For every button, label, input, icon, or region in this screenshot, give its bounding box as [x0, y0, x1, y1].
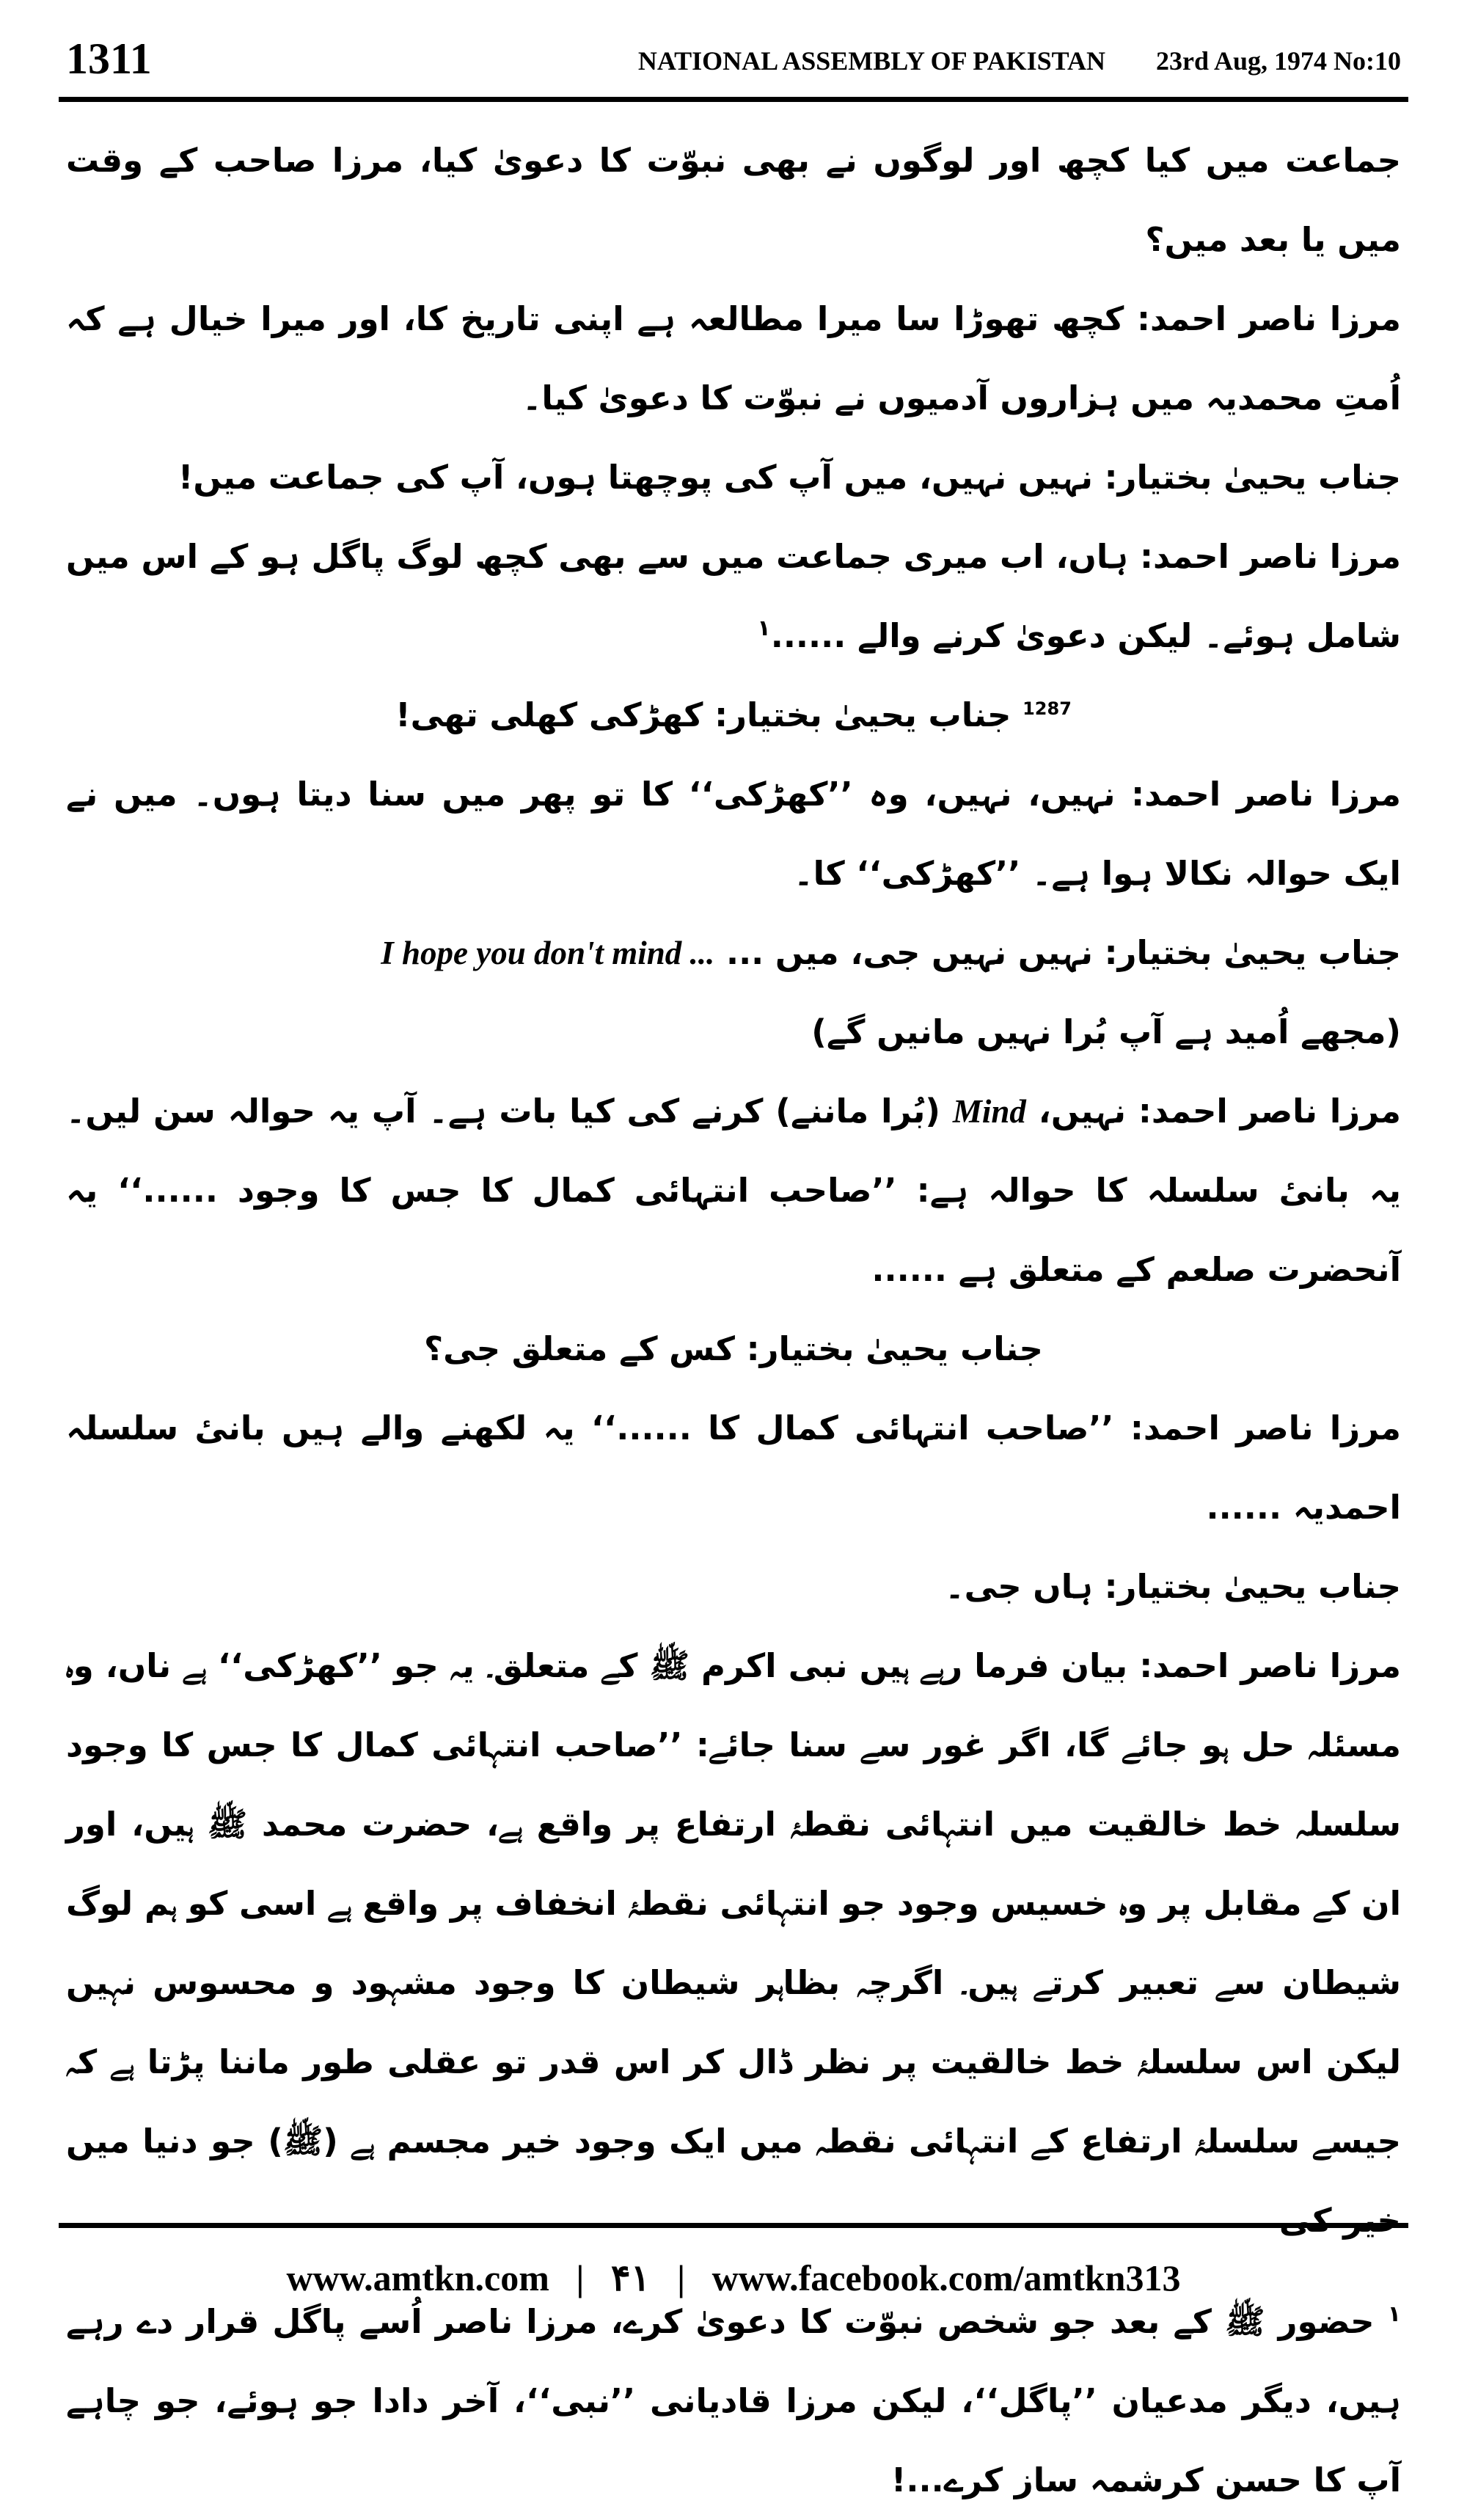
- speaker-name: جناب یحییٰ بختیار:: [714, 695, 1011, 734]
- header-rule: [59, 97, 1408, 102]
- speech-text: نہیں نہیں، میں آپ کی پوچھتا ہوں، آپ کی جماعت میں!: [178, 458, 1093, 497]
- speech-text: ’’صاحب انتہائی کمال کا ......‘‘ یہ لکھنے والے ہیں بانیٔ سلسلہ احمدیہ ......: [66, 1409, 1401, 1527]
- speaker-name: مرزا ناصر احمد:: [1139, 537, 1401, 576]
- speaker-name: مرزا ناصر احمد:: [1137, 299, 1402, 338]
- separator: |: [677, 2257, 686, 2298]
- paragraph: [66, 280, 1401, 438]
- paragraph: [66, 1547, 1401, 1626]
- paragraph: [66, 1072, 1401, 1310]
- paragraph: [66, 676, 1401, 755]
- speech-text: کس کے متعلق جی؟: [424, 1329, 735, 1368]
- speech-text: نہیں،: [1038, 1092, 1126, 1131]
- paragraph: [66, 755, 1401, 913]
- paragraph: [66, 1310, 1401, 1389]
- footer-rule: [59, 2223, 1408, 2228]
- speaker-name: جناب یحییٰ بختیار:: [1104, 1567, 1401, 1606]
- speech-text: کھڑکی کھلی تھی!: [395, 695, 703, 734]
- speaker-name: جناب یحییٰ بختیار:: [1104, 933, 1401, 972]
- facebook-link[interactable]: www.facebook.com/amtkn313: [711, 2257, 1181, 2298]
- paragraph: [66, 1389, 1401, 1547]
- page-header: [59, 29, 1408, 88]
- footnote-reference: ۱: [757, 616, 771, 641]
- speech-text: کچھ تھوڑا سا میرا مطالعہ ہے اپنی تاریخ کا، اور میرا خیال ہے کہ اُمتِ محمدیہ میں ہزاروں آدمیوں نے نبوّت کا دعویٰ کیا۔: [66, 299, 1401, 417]
- speech-text: نہیں، نہیں، وہ ’’کھڑکی‘‘ کا تو پھر میں سنا دیتا ہوں۔ میں نے ایک حوالہ نکالا ہوا ہے۔ ’’کھڑکی‘‘ کا۔: [66, 775, 1401, 893]
- header-info: [594, 35, 1401, 87]
- footnote-text: حضور ﷺ کے بعد جو شخص نبوّت کا دعویٰ کرے، مرزا ناصر اُسے پاگل قرار دے رہے ہیں، دیگر مدعیان ’’پاگل‘‘، لیکن مرزا قادیانی ’’نبی‘‘، آخر دادا جو ہوئے، جو چاہے آپ کا حسن کرشمہ ساز کرے...!: [66, 2302, 1401, 2499]
- paragraph: جماعت میں کیا کچھ اور لوگوں نے بھی نبوّت کا دعویٰ کیا، مرزا صاحب کے وقت میں یا بعد میں؟: [66, 141, 1401, 259]
- separator: |: [576, 2257, 585, 2298]
- speaker-name: جناب یحییٰ بختیار:: [1104, 458, 1401, 497]
- paragraph: [66, 438, 1401, 517]
- english-text: I hope you don't mind ...: [381, 935, 715, 971]
- speech-text: نہیں نہیں جی، میں ...: [725, 933, 1093, 972]
- paragraph: (مجھے اُمید ہے آپ بُرا نہیں مانیں گے): [811, 1012, 1401, 1051]
- header-title: NATIONAL ASSEMBLY OF PAKISTAN: [637, 46, 1105, 76]
- speaker-name: مرزا ناصر احمد:: [1130, 1409, 1401, 1447]
- page-footer: [59, 2245, 1408, 2311]
- speaker-name: مرزا ناصر احمد:: [1138, 1092, 1402, 1131]
- page-number: 1311: [66, 34, 152, 83]
- speech-text: بیان فرما رہے ہیں نبی اکرم ﷺ کے متعلق۔ یہ جو ’’کھڑکی‘‘ ہے ناں، وہ مسئلہ حل ہو جائے گا، اگر غور سے سنا جائے: ’’صاحب انتہائی کمال کا جس کا وجود سلسلہ خط خالقیت میں انتہائی نقطۂ ارتفاع پر واقع ہے، حضرت محمد ﷺ ہیں، اور ان کے مقابل پر وہ خسیس وجود جو انتہائی نقطۂ انخفاف پر واقع ہے اسی کو ہم لوگ شیطان سے تعبیر کرتے ہیں۔ اگرچہ بظاہر شیطان کا وجود مشہود و محسوس نہیں لیکن اس سلسلۂ خط خالقیت پر نظر ڈال کر اس قدر تو عقلی طور ماننا پڑتا ہے کہ جیسے سلسلۂ ارتفاع کے انتہائی نقطہ میں ایک وجود خیر مجسم ہے (ﷺ) جو دنیا میں خیر کی: [66, 1646, 1401, 2240]
- speech-text: (بُرا ماننے) کرنے کی کیا بات ہے۔ آپ یہ حوالہ سن لیں۔ یہ بانیٔ سلسلہ کا حوالہ ہے: ’’صاحب انتہائی کمال کا جس کا وجود ......‘‘ یہ آنحضرت صلعم کے متعلق ہے ......: [66, 1092, 1401, 1289]
- footer-page-number: ۴۱: [610, 2257, 651, 2298]
- paragraph: [66, 913, 1401, 993]
- header-date-number: 23rd Aug, 1974 No:10: [1155, 46, 1401, 76]
- footnote-marker: ۱: [1387, 2301, 1401, 2327]
- speaker-name: مرزا ناصر احمد:: [1131, 775, 1401, 814]
- speaker-name: جناب یحییٰ بختیار:: [746, 1329, 1043, 1368]
- original-page-marker: 1287: [1022, 698, 1072, 719]
- paragraph: [66, 517, 1401, 676]
- english-text: Mind: [952, 1093, 1026, 1130]
- speech-text: ہاں، اب میری جماعت میں سے بھی کچھ لوگ پاگل ہو کے اس میں شامل ہوئے۔ لیکن دعویٰ کرنے والے ......: [66, 537, 1401, 655]
- paragraph: [66, 1626, 1401, 2260]
- transcript-body: [66, 121, 1401, 2520]
- speech-text: ہاں جی۔: [945, 1567, 1093, 1606]
- footnote: [66, 2282, 1401, 2520]
- website-link[interactable]: www.amtkn.com: [286, 2257, 549, 2298]
- speaker-name: مرزا ناصر احمد:: [1139, 1646, 1401, 1685]
